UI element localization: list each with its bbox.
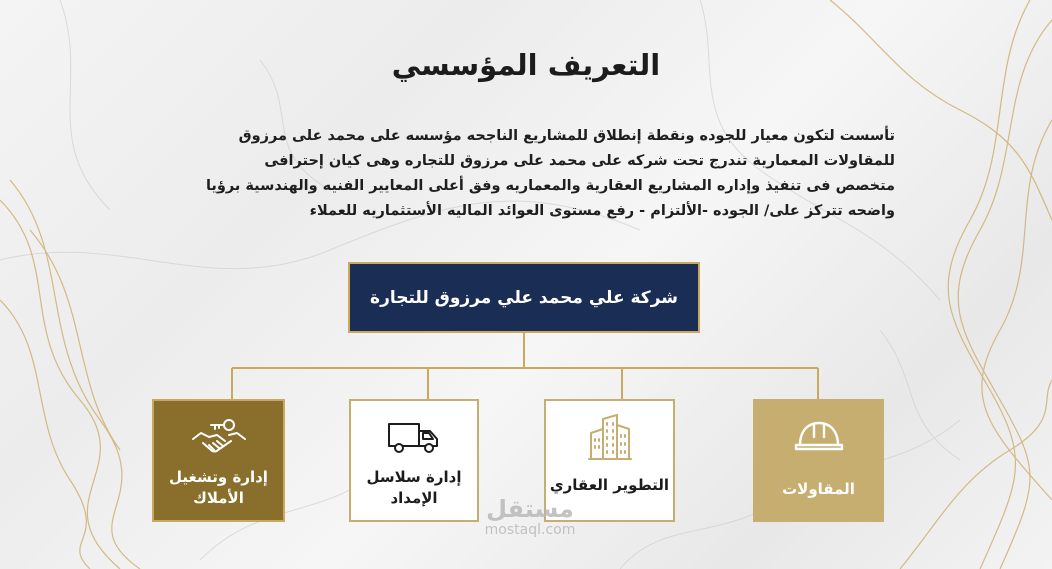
- handshake-key-icon: [191, 415, 247, 459]
- mostaql-watermark: [455, 496, 605, 538]
- hard-hat-icon: [792, 413, 846, 457]
- branch-label: إدارة وتشغيل الأملاك: [169, 468, 268, 507]
- watermark-latin: mostaql.com: [484, 522, 576, 538]
- paragraph-line: واضحه تتركز على/ الجوده -الألتزام - رفع مستوى العوائد الماليه الأستثماريه للعملاء: [309, 203, 895, 219]
- delivery-truck-icon: [387, 415, 441, 459]
- watermark-arabic: مستقل: [486, 495, 574, 523]
- branch-contracting: [753, 399, 884, 522]
- branch-label: المقاولات: [782, 480, 855, 498]
- org-root-label: شركة علي محمد علي مرزوق للتجارة: [370, 287, 678, 308]
- paragraph-line: متخصص فى تنفيذ وإداره المشاريع العقارية والمعماريه وفق أعلى المعايير الفنيه والهندسية برؤيا: [205, 178, 895, 194]
- branch-label: إدارة سلاسل الإمداد: [366, 468, 462, 507]
- branch-label: التطوير العقاري: [549, 476, 670, 494]
- building-icon: [587, 415, 633, 459]
- intro-paragraph: [150, 124, 895, 224]
- paragraph-line: تأسست لتكون معيار للجوده ونقطة إنطلاق للمشاريع الناجحه مؤسسه على محمد على مرزوق: [238, 128, 895, 144]
- branch-property-management: [152, 399, 285, 522]
- paragraph-line: للمقاولات المعمارية تندرج تحت شركه على محمد على مرزوق للتجاره وهى كيان إحترافى: [264, 153, 895, 169]
- page-title: التعريف المؤسسي: [391, 48, 661, 82]
- org-root-box: [348, 262, 700, 333]
